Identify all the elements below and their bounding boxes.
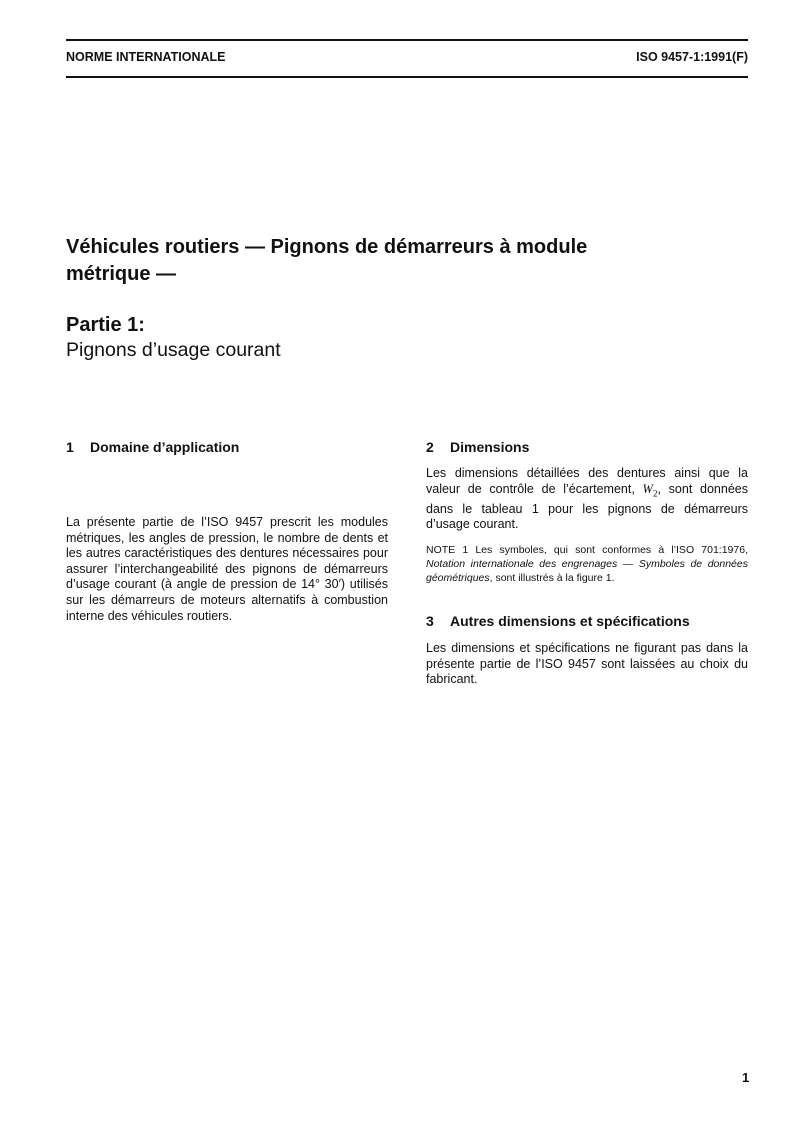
w2-symbol (642, 481, 658, 499)
w2-letter: W (642, 481, 653, 496)
part-label: Partie 1: (66, 314, 145, 336)
section-1-paragraph: La présente partie de l’ISO 9457 prescrit les modules métriques, les angles de pression, le nombre de dents et les autres caractéristiques des dentures nécessaires pour assurer l’interchangeabilité des pignons de démarreurs d’usage courant (à angle de pression de 14° 30′) utilisés sur les démarreurs de moteurs alternatifs à combustion interne des véhicules routiers. (66, 515, 388, 623)
header-standard-number: ISO 9457-1:1991(F) (636, 50, 748, 64)
note-1-reference-title: Notation internationale des engrenages — Symboles de données géométriques (426, 557, 748, 584)
title-line-2: métrique — (66, 263, 177, 285)
section-1-body (66, 515, 388, 624)
section-2 (426, 439, 748, 585)
header-top-rule (66, 39, 748, 41)
section-3-paragraph: Les dimensions et spécifications ne figurant pas dans la présente partie de l’ISO 9457 sont laissées au choix du fabricant. (426, 641, 748, 687)
section-2-text-after: , sont données dans le tableau 1 pour les pignons de démarreurs d’usage courant. (426, 481, 748, 532)
page-header (66, 50, 748, 68)
page-number: 1 (742, 1070, 750, 1085)
note-1 (426, 543, 748, 585)
section-1-heading (66, 439, 388, 455)
note-1-prefix: NOTE 1 Les symboles, qui sont conformes à l’ISO 701:1976, (426, 543, 748, 556)
section-2-heading (426, 439, 748, 455)
part-subtitle: Pignons d’usage courant (66, 339, 281, 361)
section-1 (66, 439, 388, 455)
document-title (66, 234, 666, 288)
title-line-1: Véhicules routiers — Pignons de démarreurs à module (66, 236, 588, 258)
section-1-title: Domaine d’application (90, 439, 240, 455)
section-2-number: 2 (426, 439, 434, 455)
header-bottom-rule (66, 76, 748, 78)
section-3-number: 3 (426, 613, 434, 629)
header-standard-type: NORME INTERNATIONALE (66, 50, 226, 64)
note-1-suffix: , sont illustrés à la figure 1. (489, 571, 615, 584)
section-2-title: Dimensions (450, 439, 530, 455)
section-3-title: Autres dimensions et spécifications (450, 613, 690, 629)
section-3 (426, 613, 748, 688)
section-2-paragraph (426, 466, 748, 533)
w2-subscript: 2 (652, 488, 658, 499)
section-2-text-before: Les dimensions détaillées des dentures ainsi que la valeur de contrôle de l’écartement, (426, 466, 748, 496)
section-3-heading (426, 613, 748, 629)
section-1-number: 1 (66, 439, 74, 455)
